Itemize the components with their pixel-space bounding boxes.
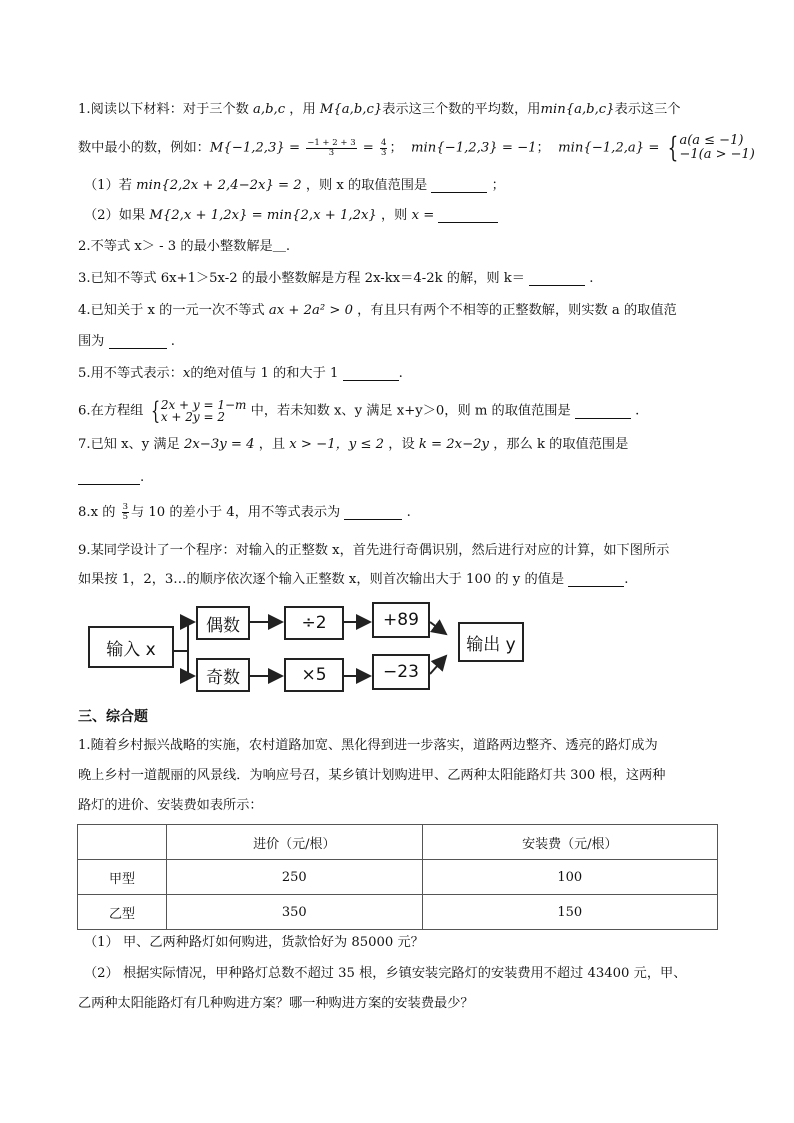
- q2: 2.不等式 x＞ - 3 的最小整数解是＿.: [78, 239, 291, 254]
- fraction-denominator: 3: [328, 147, 335, 158]
- add-label: +89: [383, 610, 419, 630]
- q1-sub1: [84, 176, 505, 196]
- arrow-plus-to-output: [430, 622, 446, 634]
- q1-sub1-label: （1）若: [84, 178, 137, 193]
- punctuation: .: [635, 403, 640, 419]
- output-box: [458, 622, 524, 662]
- left-brace-icon: {: [150, 397, 160, 425]
- punctuation: .: [589, 271, 594, 286]
- q1-text: ，用: [285, 102, 320, 117]
- q1-sub2-x: x =: [411, 208, 439, 223]
- left-brace-icon: {: [667, 131, 678, 164]
- q1-sub2-label: （2）如果: [84, 208, 150, 223]
- case-1: a(a ≤ −1): [679, 133, 744, 148]
- q7-text: 7.已知 x、y 满足: [78, 437, 184, 452]
- punctuation: .: [624, 572, 629, 587]
- q4-line2: [78, 332, 175, 352]
- q1-example-min: min{−1,2,3} = −1: [411, 140, 537, 156]
- q1-text: 表示这三个: [614, 102, 681, 117]
- q1-abc: a,b,c: [253, 102, 286, 117]
- q6: [78, 397, 639, 425]
- q7-expression: 2x−3y = 4: [183, 437, 255, 452]
- q1-sub2-text: ，则: [376, 208, 412, 223]
- even-label: 偶数: [206, 615, 240, 636]
- fraction: [380, 139, 387, 158]
- output-label: 输出 y: [466, 634, 516, 655]
- q8-text: 8.x 的: [78, 505, 120, 520]
- odd-box: [196, 658, 250, 692]
- even-box: [196, 606, 250, 640]
- answer-blank[interactable]: [344, 504, 402, 520]
- q3-text: 3.已知不等式 6x+1＞5x-2 的最小整数解是方程 2x-kx＝4-2k 的解，则 k＝: [78, 271, 525, 286]
- c1-line3: 路灯的进价、安装费如表所示：: [78, 798, 263, 813]
- answer-blank[interactable]: [343, 365, 399, 381]
- table-row: [78, 860, 718, 895]
- answer-blank[interactable]: [575, 403, 631, 419]
- multiply-box: [284, 658, 344, 692]
- q7-expression: x > −1，y ≤ 2: [289, 437, 385, 452]
- q5: [78, 364, 403, 384]
- punctuation: ；: [491, 178, 505, 193]
- q9-line1: 9.某同学设计了一个程序：对输入的正整数 x，首先进行奇偶识别，然后进行对应的计算，如下图所示: [78, 543, 670, 558]
- q1-text: 表示这三个数的平均数，用: [382, 102, 541, 117]
- q1-text: 数中最小的数，例如：: [78, 140, 210, 156]
- table-cell: 甲型: [78, 860, 167, 895]
- q7-line2: [78, 468, 144, 488]
- q4-text: 围为: [78, 334, 105, 349]
- q1-example-mean: M{−1,2,3} =: [209, 140, 305, 156]
- input-box: [88, 626, 174, 668]
- q8: [78, 503, 411, 523]
- subtract-label: −23: [383, 662, 419, 682]
- equation-1: 2x + y = 1−m: [160, 398, 247, 412]
- q1-sub2-expression: M{2,x + 1,2x} = min{2,x + 1,2x}: [149, 208, 377, 223]
- q1-sub2: [84, 206, 498, 226]
- q5-text: 的绝对值与 1 的和大于 1: [190, 366, 339, 381]
- table-cell: 350: [167, 895, 423, 930]
- q7-text: ，且: [254, 437, 290, 452]
- program-flowchart: [84, 598, 524, 698]
- q5-text: 5.用不等式表示：: [78, 366, 183, 381]
- q1-sub1-text: ，则 x 的取值范围是: [301, 178, 428, 193]
- fraction-numerator: 3: [122, 502, 129, 512]
- fraction: [122, 503, 129, 522]
- answer-blank[interactable]: [568, 571, 624, 587]
- punctuation: .: [140, 470, 145, 485]
- q4-expression: ax + 2a² > 0: [268, 303, 353, 318]
- table-header-cell: 进价（元/根）: [167, 825, 423, 860]
- equation-2: x + 2y = 2: [160, 410, 225, 424]
- table-cell: 100: [422, 860, 717, 895]
- q8-text: 与 10 的差小于 4，用不等式表示为: [131, 505, 341, 520]
- q5-x: x: [182, 366, 191, 381]
- q3: [78, 269, 594, 289]
- fraction: [306, 139, 356, 158]
- table-cell: 乙型: [78, 895, 167, 930]
- fraction-denominator: 5: [122, 512, 129, 522]
- q1-sub1-expression: min{2,2x + 2,4−2x} = 2: [136, 178, 302, 193]
- separator: ；: [389, 140, 403, 156]
- table-header-cell: [78, 825, 167, 860]
- q1-line2: [78, 131, 755, 164]
- equals: =: [358, 140, 379, 156]
- answer-blank[interactable]: [529, 270, 585, 286]
- table-row: [78, 895, 718, 930]
- q4-text: 4.已知关于 x 的一元一次不等式: [78, 303, 269, 318]
- q4-text: ，有且只有两个不相等的正整数解，则实数 a 的取值范: [352, 303, 677, 318]
- q1-min-notation: min{a,b,c}: [540, 102, 615, 117]
- q7-expression: k = 2x−2y: [418, 437, 489, 452]
- divide-box: [284, 606, 344, 640]
- fraction-numerator: 4: [381, 137, 387, 148]
- q1-text: 1.阅读以下材料：对于三个数: [78, 102, 254, 117]
- q7-text: ，那么 k 的取值范围是: [489, 437, 629, 452]
- table-cell: 250: [167, 860, 423, 895]
- q1-line1: [78, 100, 681, 120]
- q1-mean-notation: M{a,b,c}: [319, 102, 383, 117]
- c1-sub1: （1） 甲、乙两种路灯如何购进，货款恰好为 85000 元？: [84, 935, 424, 950]
- price-table: [77, 824, 718, 930]
- section-heading: 三、综合题: [78, 709, 148, 725]
- answer-blank[interactable]: [431, 177, 487, 193]
- equation-system: [161, 399, 247, 423]
- q1-example-min-a: min{−1,2,a} =: [558, 140, 664, 156]
- table-header-row: [78, 825, 718, 860]
- arrow-minus-to-output: [430, 656, 446, 674]
- fraction-numerator: −1 + 2 + 3: [307, 137, 356, 148]
- piecewise-cases: [679, 134, 754, 162]
- table-cell: 150: [422, 895, 717, 930]
- multiply-label: ×5: [301, 665, 327, 685]
- c1-sub2-line1: （2） 根据实际情况，甲种路灯总数不超过 35 根，乡镇安装完路灯的安装费用不超过 43400 元，甲、: [84, 966, 687, 981]
- q7-line1: [78, 435, 628, 455]
- separator: ；: [536, 140, 550, 156]
- q6-text: 中，若未知数 x、y 满足 x+y＞0，则 m 的取值范围是: [246, 403, 571, 419]
- add-box: [372, 602, 430, 638]
- punctuation: .: [398, 366, 403, 381]
- answer-blank[interactable]: [78, 469, 140, 485]
- c1-sub2-line2: 乙两种太阳能路灯有几种购进方案？哪一种购进方案的安装费最少？: [78, 996, 474, 1011]
- q4-line1: [78, 301, 677, 321]
- q6-text: 6.在方程组: [78, 403, 148, 419]
- punctuation: .: [406, 505, 411, 520]
- q7-text: ，设: [384, 437, 419, 452]
- divide-label: ÷2: [301, 613, 327, 633]
- input-label: 输入 x: [106, 639, 156, 660]
- answer-blank[interactable]: [438, 207, 498, 223]
- case-2: −1(a > −1): [679, 147, 755, 162]
- odd-label: 奇数: [206, 667, 240, 688]
- q9-line2: [78, 570, 628, 590]
- table-header-cell: 安装费（元/根）: [422, 825, 717, 860]
- fraction-denominator: 3: [381, 147, 387, 158]
- c1-line2: 晚上乡村一道靓丽的风景线．为响应号召，某乡镇计划购进甲、乙两种太阳能路灯共 300 根，这两种: [78, 768, 666, 783]
- answer-blank[interactable]: [109, 333, 167, 349]
- c1-line1: 1.随着乡村振兴战略的实施，农村道路加宽、黑化得到进一步落实，道路两边整齐、透亮的路灯成为: [78, 738, 658, 753]
- punctuation: .: [170, 334, 175, 349]
- subtract-box: [372, 654, 430, 690]
- q9-text: 如果按 1，2，3…的顺序依次逐个输入正整数 x，则首次输出大于 100 的 y 的值是: [78, 572, 565, 587]
